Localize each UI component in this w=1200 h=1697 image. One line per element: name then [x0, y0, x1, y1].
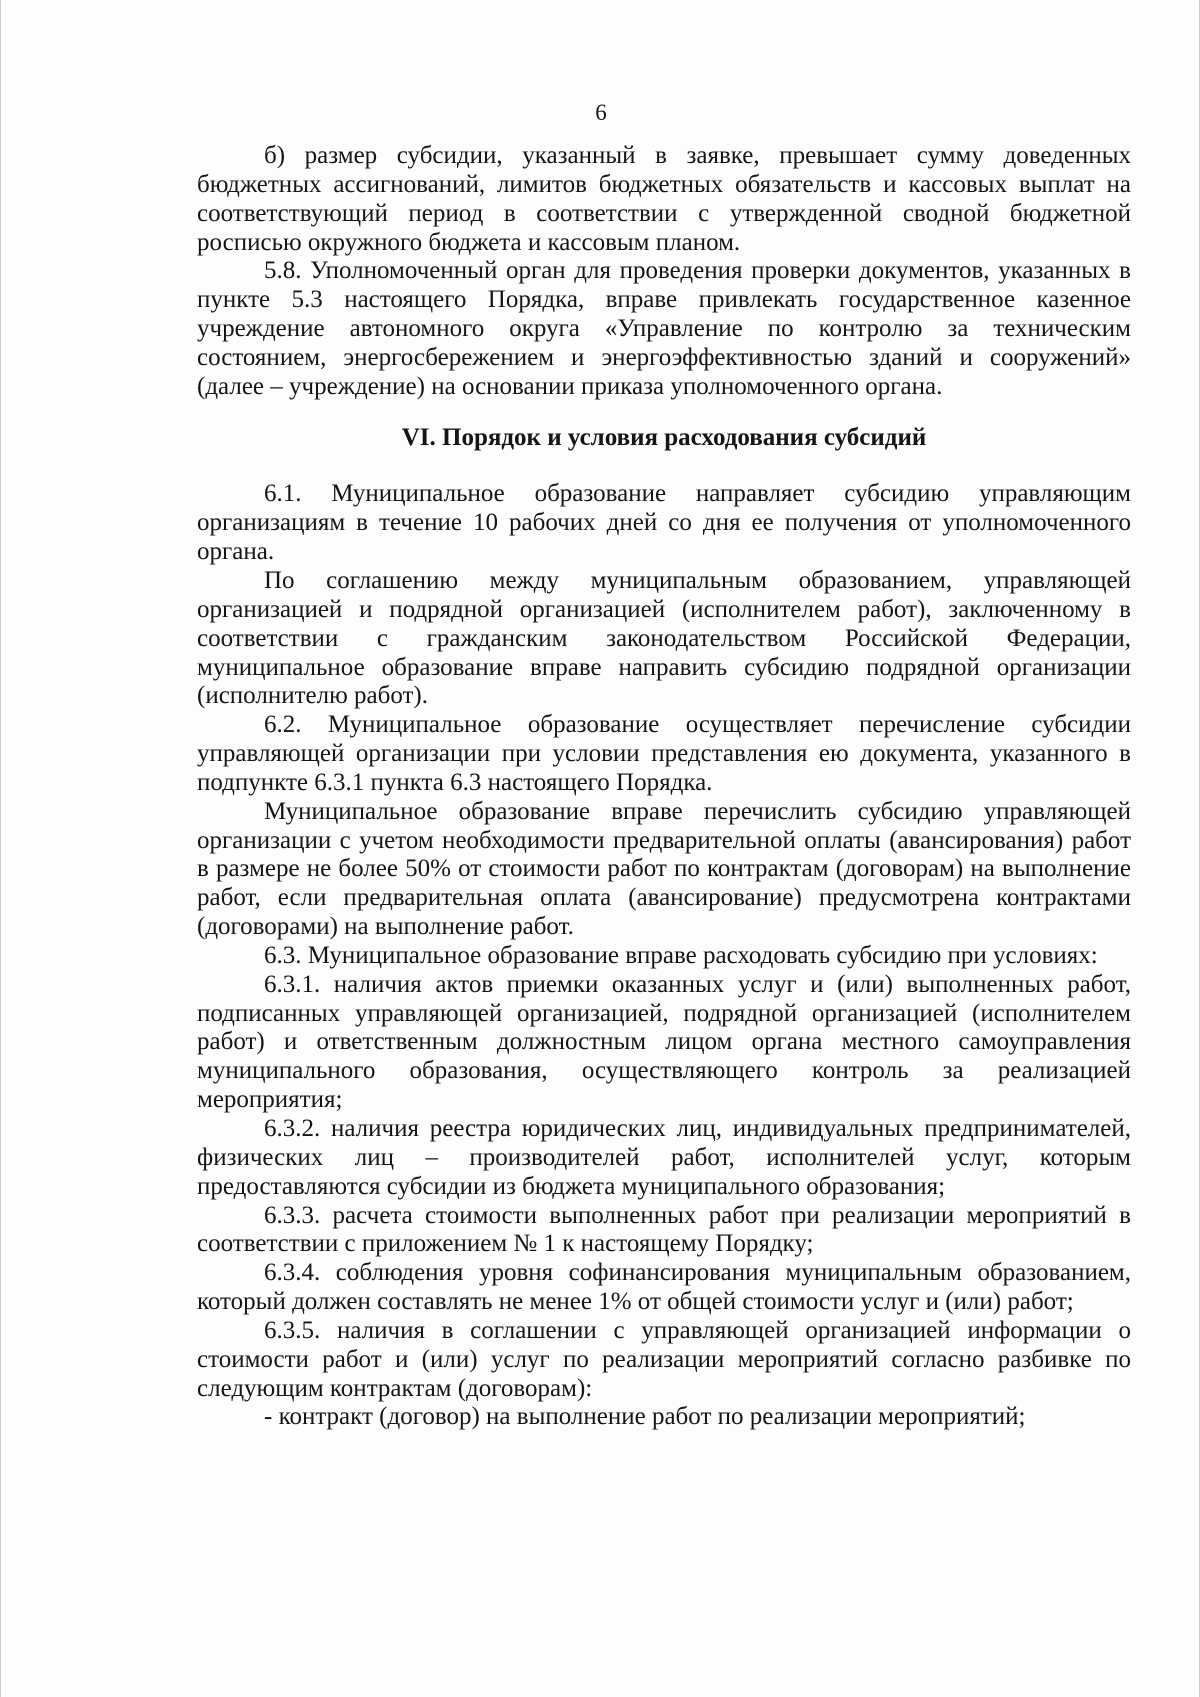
document-body: [197, 142, 1131, 1432]
paragraph-6-3-5: 6.3.5. наличия в соглашении с управляющей организацией информации о стоимости работ и (или) услуг по реализации мероприятий согласно разбивке по следующим контрактам (договорам):: [197, 1316, 1131, 1402]
paragraph-6-3: 6.3. Муниципальное образование вправе расходовать субсидию при условиях:: [264, 941, 1098, 969]
paragraph-6-3-2: 6.3.2. наличия реестра юридических лиц, индивидуальных предпринимателей, физических лиц – производителей работ, исполнителей услуг, которым предоставляются субсидии из бюджета муниципального образования;: [197, 1115, 1131, 1200]
paragraph-6-3-1: 6.3.1. наличия актов приемки оказанных услуг и (или) выполненных работ, подписанных управляющей организацией, подрядной организацией (исполнителем работ) и ответственным должностным лицом органа местного самоуправления муниципального образования, осуществляющего контроль за реализацией мероприятия;: [197, 970, 1131, 1114]
paragraph-5-8: 5.8. Уполномоченный орган для проведения проверки документов, указанных в пункте 5.3 настоящего Порядка, вправе привлекать государственное казенное учреждение автономного округа «Управление по контролю за техническим состоянием, энергосбережением и энергоэффективностью зданий и сооружений» (далее – учреждение) на основании приказа уполномоченного органа.: [197, 257, 1131, 400]
paragraph-advance-payment: Муниципальное образование вправе перечислить субсидию управляющей организации с учетом необходимости предварительной оплаты (авансирования) работ в размере не более 50% от стоимости работ по контрактам (договорам) на выполнение работ, если предварительная оплата (авансирование) предусмотрена контрактами (договорами) на выполнение работ.: [197, 797, 1131, 941]
list-item-contract: - контракт (договор) на выполнение работ по реализации мероприятий;: [264, 1403, 1026, 1431]
paragraph-agreement: По соглашению между муниципальным образованием, управляющей организацией и подрядной организацией (исполнителем работ), заключенному в соответствии с гражданским законодательством Российской Федерации, муниципальное образование вправе направить субсидию подрядной организации (исполнителю работ).: [197, 566, 1131, 710]
paragraph-6-3-3: 6.3.3. расчета стоимости выполненных работ при реализации мероприятий в соответствии с приложением № 1 к настоящему Порядку;: [197, 1201, 1131, 1258]
paragraph-6-3-4: 6.3.4. соблюдения уровня софинансирования муниципальным образованием, который должен составлять не менее 1% от общей стоимости услуг и (или) работ;: [197, 1259, 1131, 1316]
paragraph-6-1: 6.1. Муниципальное образование направляет субсидию управляющим организациям в течение 10 рабочих дней со дня ее получения от уполномоченного органа.: [197, 480, 1131, 566]
paragraph-b-subsidy-size: б) размер субсидии, указанный в заявке, превышает сумму доведенных бюджетных ассигнований, лимитов бюджетных обязательств и кассовых выплат на соответствующий период в соответствии с утвержденной сводной бюджетной росписью окружного бюджета и кассовым планом.: [197, 142, 1131, 256]
section-heading: VI. Порядок и условия расходования субсидий: [401, 423, 927, 451]
paragraph-6-2: 6.2. Муниципальное образование осуществляет перечисление субсидии управляющей организации при условии представления ею документа, указанного в подпункте 6.3.1 пункта 6.3 настоящего Порядка.: [197, 711, 1131, 796]
page-number: 6: [595, 100, 607, 125]
